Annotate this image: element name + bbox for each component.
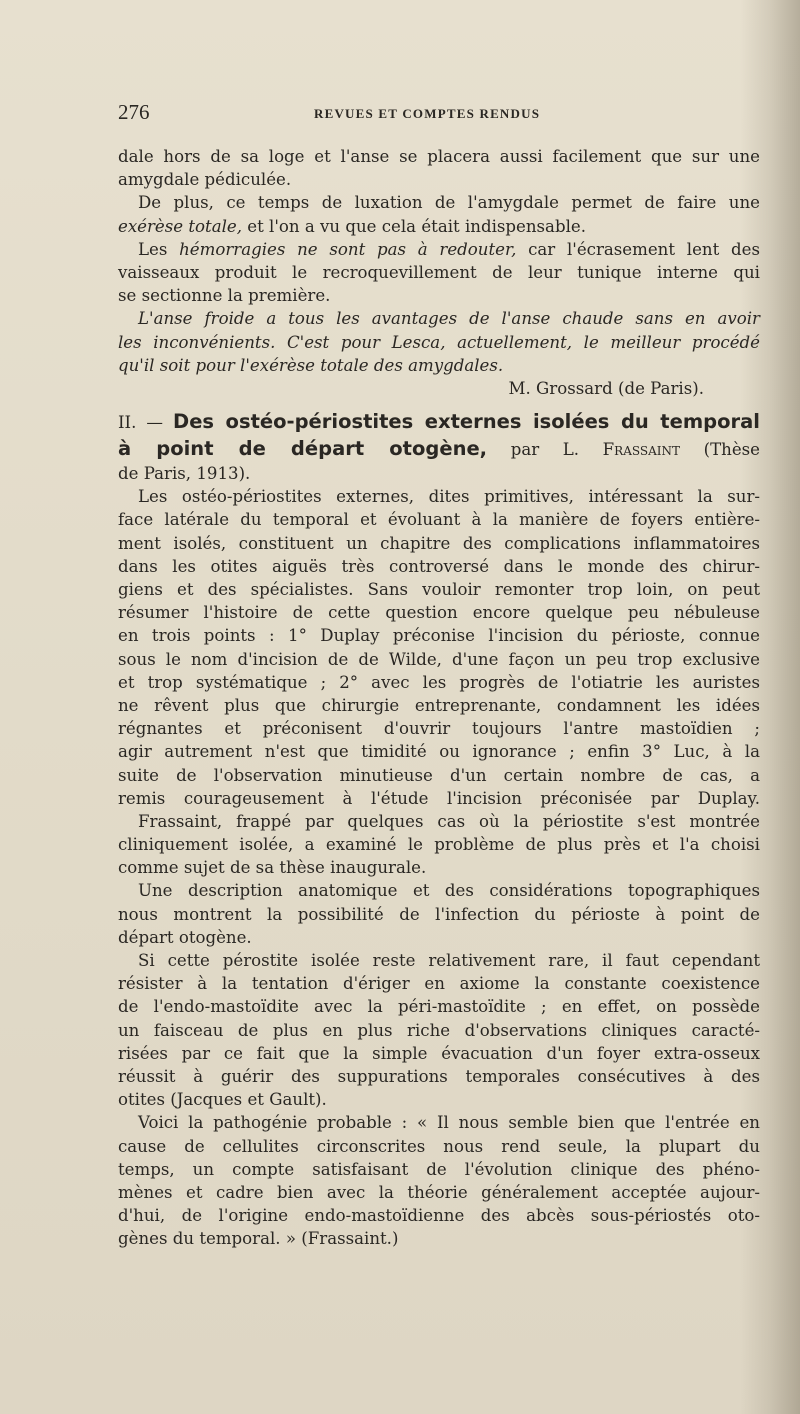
text-line: Frassaint, frappé par quelques cas où la périostite s'est montrée	[138, 811, 760, 831]
text-line: risées par ce fait que la simple évacuation d'un foyer extra-osseux	[118, 1043, 760, 1063]
text-line: dans les otites aiguës très controversé dans le monde des chirur-	[118, 556, 760, 576]
text-span: par L.	[487, 440, 603, 460]
text-line: vaisseaux produit le recroquevillement de leur tunique interne qui	[118, 262, 760, 282]
text-line: De plus, ce temps de luxation de l'amygdale permet de faire une	[138, 193, 760, 213]
text-line: qu'il soit pour l'exérèse totale des amygdales.	[118, 355, 504, 375]
text-line: temps, un compte satisfaisant de l'évolution clinique des phéno-	[118, 1159, 760, 1179]
text-line: ment isolés, constituent un chapitre des complications inflammatoires	[118, 533, 760, 553]
italic-phrase: hémorragies ne sont pas à redouter,	[179, 239, 517, 259]
text-line: régnantes et préconisent d'ouvrir toujours l'antre mastoïdien ;	[118, 719, 760, 739]
text-line: face latérale du temporal et évoluant à la manière de foyers entière-	[118, 510, 760, 530]
spacer	[118, 400, 760, 408]
text-line: de l'endo-mastoïdite avec la péri-mastoïdite ; en effet, on possède	[118, 997, 760, 1017]
text-line: Une description anatomique et des considérations topographiques	[138, 881, 760, 901]
text-line: cliniquement isolée, a examiné le problème de plus près et l'a choisi	[118, 835, 760, 855]
text-line: otites (Jacques et Gault).	[118, 1090, 327, 1110]
body-text	[118, 145, 760, 1250]
text-line: gènes du temporal. » (Frassaint.)	[118, 1229, 399, 1249]
page-header	[118, 100, 758, 130]
text-line: comme sujet de sa thèse inaugurale.	[118, 858, 427, 878]
section-title-line	[118, 408, 760, 435]
text-span: car l'écrasement lent des	[516, 239, 760, 259]
text-span: et l'on a vu que cela était indispensable.	[241, 216, 586, 236]
text-line: de Paris, 1913).	[118, 464, 251, 484]
section-numeral: II. —	[118, 413, 174, 433]
running-head: REVUES ET COMPTES RENDUS	[314, 106, 541, 121]
text-line: ne rêvent plus que chirurgie entreprenante, condamnent les idées	[118, 695, 760, 715]
section-body	[118, 485, 760, 1250]
text-line: résister à la tentation d'ériger en axiome la constante coexistence	[118, 974, 760, 994]
text-line: un faisceau de plus en plus riche d'observations cliniques caracté-	[118, 1020, 760, 1040]
text-line: réussit à guérir des suppurations temporales consécutives à des	[118, 1066, 760, 1086]
text-span: (Thèse	[680, 440, 760, 460]
text-line: suite de l'observation minutieuse d'un certain nombre de cas, a	[118, 765, 760, 785]
text-line: L'anse froide a tous les avantages de l'anse chaude sans en avoir	[138, 309, 760, 329]
text-line: nous montrent la possibilité de l'infection du périoste à point de	[118, 904, 760, 924]
text-line: giens et des spécialistes. Sans vouloir remonter trop loin, on peut	[118, 580, 760, 599]
text-line: Voici la pathogénie probable : « Il nous semble bien que l'entrée en	[138, 1113, 760, 1133]
text-line: mènes et cadre bien avec la théorie généralement acceptée aujour-	[118, 1182, 760, 1202]
text-line	[118, 238, 760, 261]
text-line: Les ostéo-périostites externes, dites primitives, intéressant la sur-	[138, 487, 760, 507]
text-line: amygdale pédiculée.	[118, 170, 292, 190]
text-line	[118, 215, 760, 238]
italic-phrase: exérèse totale,	[118, 216, 242, 236]
text-line: départ otogène.	[118, 927, 252, 947]
text-line: Si cette pérostite isolée reste relativement rare, il faut cependant	[138, 951, 760, 970]
section-title-line	[118, 435, 760, 462]
text-line: cause de cellulites circonscrites nous rend seule, la plupart du	[118, 1136, 760, 1156]
text-line: remis courageusement à l'étude l'incision préconisée par Duplay.	[118, 788, 760, 808]
text-line: les inconvénients. C'est pour Lesca, actuellement, le meilleur procédé	[118, 332, 760, 352]
text-line: d'hui, de l'origine endo-mastoïdienne des abcès sous-périostés oto-	[118, 1206, 760, 1226]
section-title: Des ostéo-périostites externes isolées du temporal	[173, 410, 760, 434]
text-line: se sectionne la première.	[118, 286, 331, 306]
page-number: 276	[118, 100, 150, 124]
text-line: sous le nom d'incision de de Wilde, d'une façon un peu trop exclusive	[118, 649, 760, 669]
author-name: Frassaint	[602, 440, 680, 460]
text-line: agir autrement n'est que timidité ou ignorance ; enfin 3° Luc, à la	[118, 742, 760, 762]
text-line: dale hors de sa loge et l'anse se placera aussi facilement que sur une	[118, 147, 760, 166]
text-line: résumer l'histoire de cette question encore quelque peu nébuleuse	[118, 603, 760, 623]
text-line: et trop systématique ; 2° avec les progrès de l'otiatrie les auristes	[118, 672, 760, 692]
section-title: à point de départ otogène,	[118, 437, 488, 461]
text-line: en trois points : 1° Duplay préconise l'incision du périoste, connue	[118, 626, 760, 646]
text-span: Les	[138, 239, 180, 259]
author-signature: M. Grossard (de Paris).	[508, 378, 704, 398]
